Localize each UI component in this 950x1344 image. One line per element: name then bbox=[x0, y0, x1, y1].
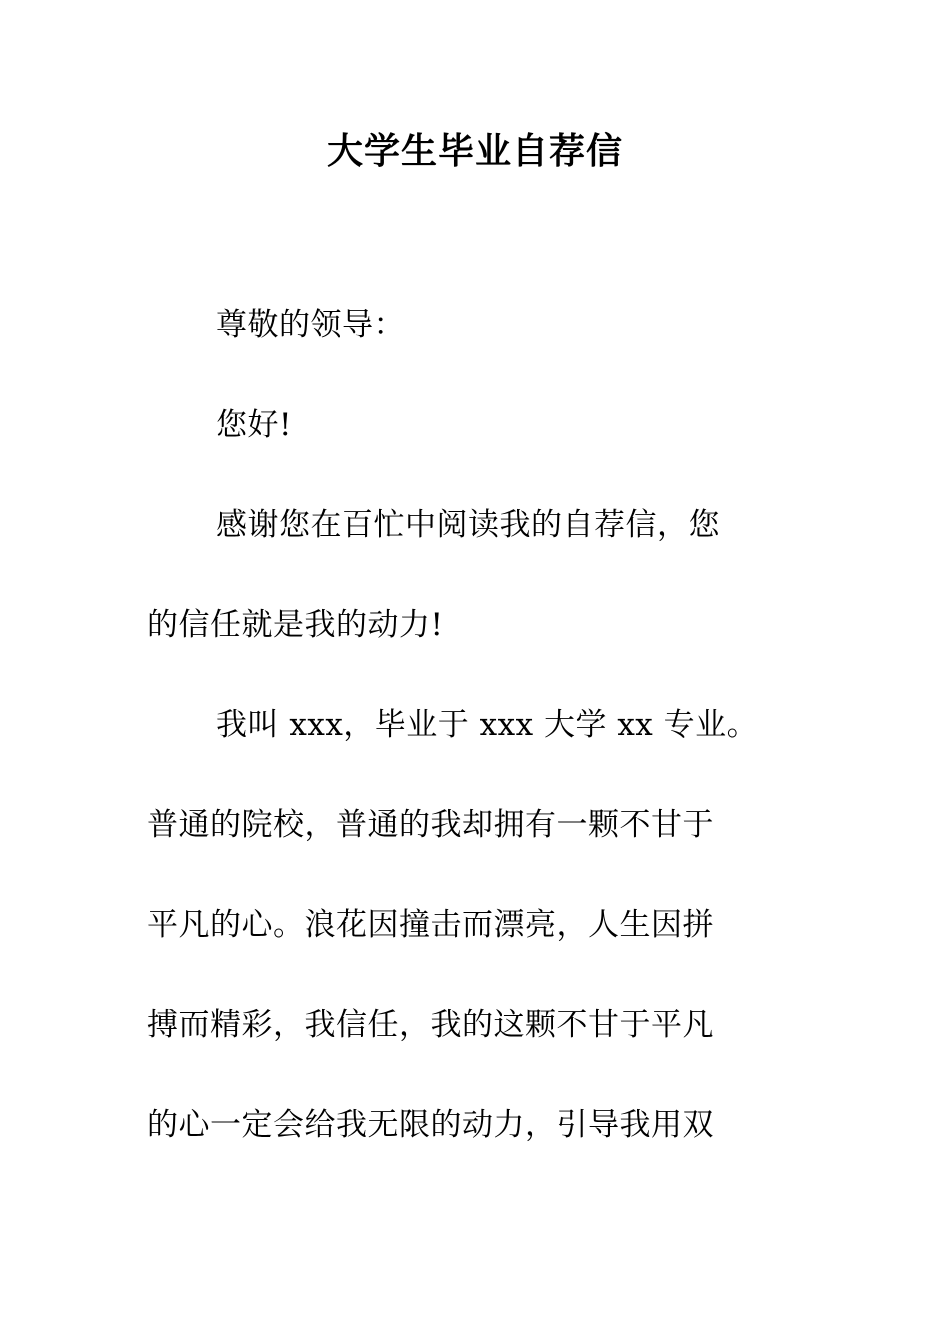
paragraph-line: 感谢您在百忙中阅读我的自荐信，您 bbox=[216, 507, 720, 543]
paragraph-line: 我叫 xxx，毕业于 xxx 大学 xx 专业。 bbox=[216, 707, 759, 743]
greeting: 您好! bbox=[216, 407, 292, 443]
paragraph-line: 搏而精彩，我信任，我的这颗不甘于平凡 bbox=[147, 1007, 714, 1043]
salutation: 尊敬的领导： bbox=[216, 307, 405, 343]
paragraph-line: 的信任就是我的动力! bbox=[147, 607, 444, 643]
document-title: 大学生毕业自荐信 bbox=[326, 131, 623, 172]
paragraph-line: 的心一定会给我无限的动力，引导我用双 bbox=[147, 1107, 714, 1143]
paragraph-line: 普通的院校，普通的我却拥有一颗不甘于 bbox=[147, 807, 714, 843]
paragraph-line: 平凡的心。浪花因撞击而漂亮，人生因拼 bbox=[147, 907, 714, 943]
